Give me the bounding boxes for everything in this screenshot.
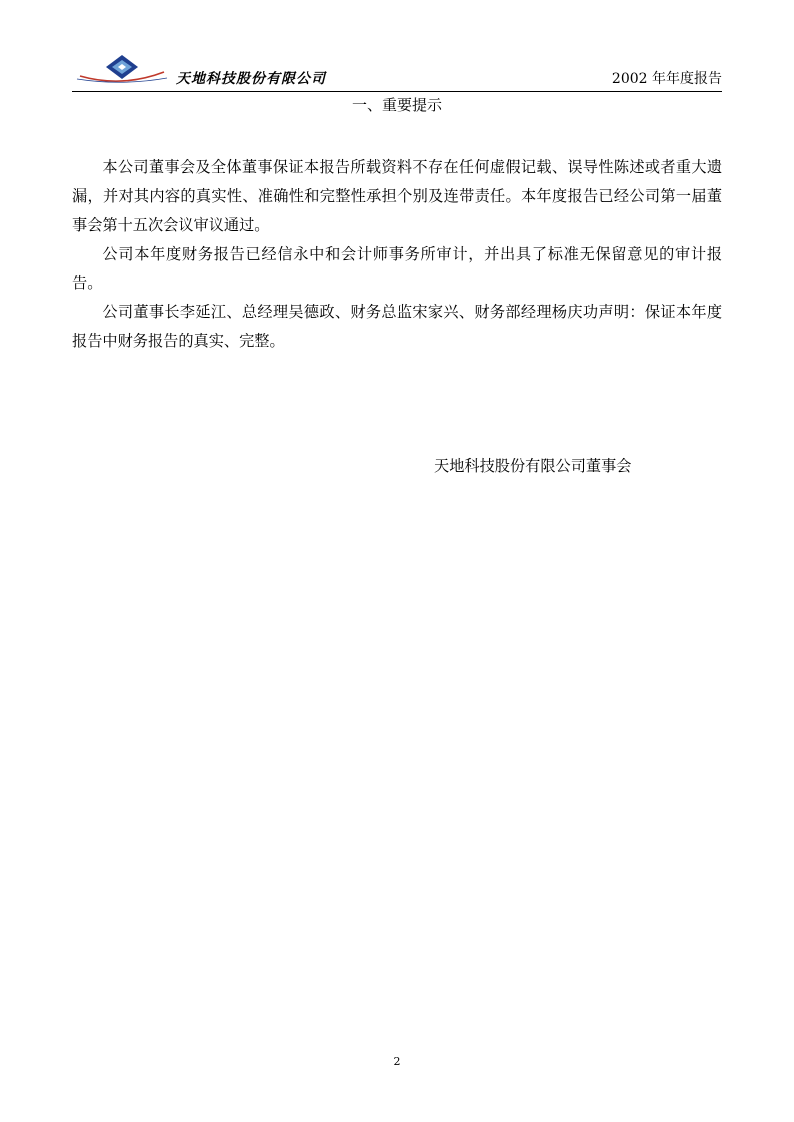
company-name: 天地科技股份有限公司 [176,71,326,87]
paragraph-management-statement: 公司董事长李延江、总经理吴德政、财务总监宋家兴、财务部经理杨庆功声明：保证本年度报告中财务报告的真实、完整。 [72,303,722,350]
body-text [72,153,722,356]
page-header [72,52,722,92]
report-title: 2002 年年度报告 [611,71,722,87]
paragraph-board-guarantee: 本公司董事会及全体董事保证本报告所载资料不存在任何虚假记载、误导性陈述或者重大遗漏，并对其内容的真实性、准确性和完整性承担个别及连带责任。本年度报告已经公司第一届董事会第十五次会议审议通过。 [72,158,722,234]
page-number: 2 [393,1055,401,1068]
header-divider [72,91,722,92]
company-logo-icon [72,52,172,88]
signature: 天地科技股份有限公司董事会 [434,457,632,475]
section-title: 一、重要提示 [351,96,442,114]
paragraph-audit: 公司本年度财务报告已经信永中和会计师事务所审计，并出具了标准无保留意见的审计报告。 [72,245,722,292]
